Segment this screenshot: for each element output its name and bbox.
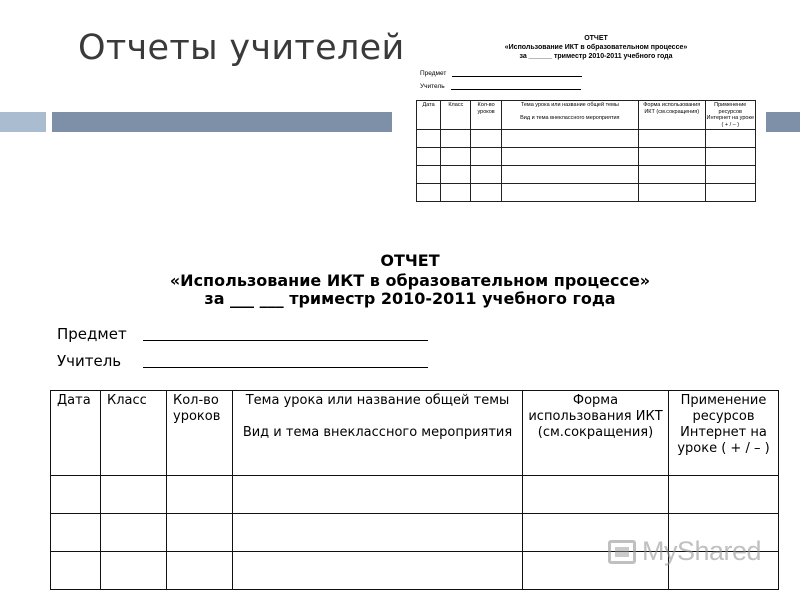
subject-field-large bbox=[57, 325, 437, 345]
report-table bbox=[416, 100, 756, 202]
col-internet-large: Применение ресурсов Интернет на уроке ( + / – ) bbox=[669, 391, 779, 476]
table-row bbox=[417, 130, 756, 148]
decor-bar-dark bbox=[52, 112, 392, 132]
col-class-large: Класс bbox=[101, 391, 167, 476]
subject-field bbox=[420, 70, 582, 77]
col-lessons-large: Кол-во уроков bbox=[167, 391, 233, 476]
col-date: Дата bbox=[417, 101, 441, 130]
table-row bbox=[51, 476, 779, 514]
teacher-label-large: Учитель bbox=[57, 352, 122, 370]
presentation-icon bbox=[608, 540, 636, 564]
teacher-field-large bbox=[57, 352, 437, 372]
col-lessons: Кол-во уроков bbox=[471, 101, 501, 130]
col-form: Форма использования ИКТ (см.сокращения) bbox=[638, 101, 705, 130]
teacher-label: Учитель bbox=[420, 83, 445, 90]
report-title: ОТЧЕТ bbox=[584, 35, 608, 42]
report-enlarged bbox=[0, 245, 800, 575]
col-topic: Тема урока или название общей темы Вид и тема внеклассного мероприятия bbox=[501, 101, 638, 130]
col-internet: Применение ресурсов Интернет на уроке ( + / – ) bbox=[706, 102, 754, 128]
report-period: за ______ триместр 2010-2011 учебного года bbox=[519, 53, 673, 60]
col-date-large: Дата bbox=[51, 391, 101, 476]
report-subtitle: «Использование ИКТ в образовательном процессе» bbox=[504, 44, 688, 51]
slide-title: Отчеты учителей bbox=[78, 28, 405, 68]
report-title-large: ОТЧЕТ bbox=[380, 251, 440, 270]
table-row bbox=[417, 166, 756, 184]
col-form-large: Форма использования ИКТ (см.сокращения) bbox=[523, 391, 669, 476]
report-subtitle-large: «Использование ИКТ в образовательном процессе» bbox=[169, 271, 651, 290]
subject-label-large: Предмет bbox=[57, 325, 127, 343]
col-class: Класс bbox=[441, 101, 471, 130]
myshared-watermark: My Shared bbox=[608, 536, 761, 567]
teacher-field bbox=[420, 83, 581, 90]
decor-bar-light bbox=[0, 112, 46, 132]
col-topic-large: Тема урока или название общей темы Вид и тема внеклассного мероприятия bbox=[233, 391, 523, 476]
table-row bbox=[417, 184, 756, 202]
decor-bar-right bbox=[766, 112, 800, 132]
report-thumbnail bbox=[414, 30, 758, 214]
table-row bbox=[417, 148, 756, 166]
subject-label: Предмет bbox=[420, 70, 447, 77]
report-period-large: за ___ ___ триместр 2010-2011 учебного года bbox=[204, 289, 616, 308]
